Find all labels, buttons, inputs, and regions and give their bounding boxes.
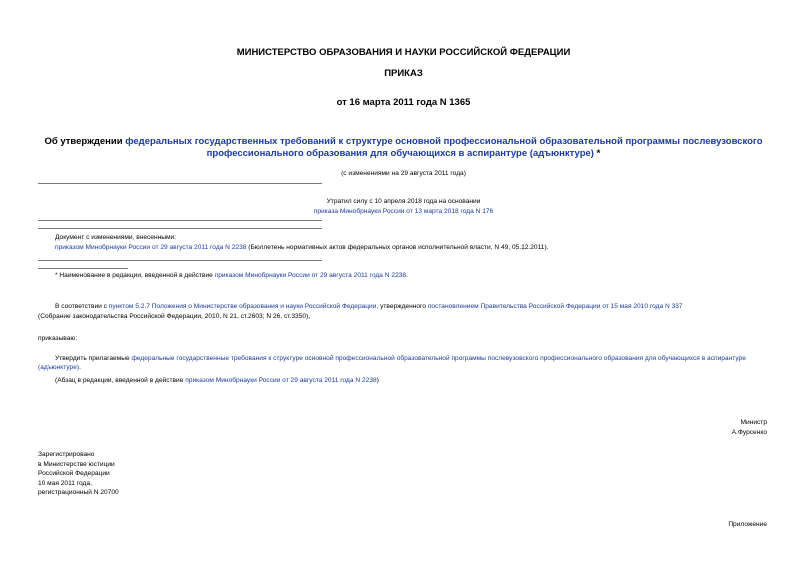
paragraph-2-note	[55, 376, 379, 385]
signature-name: А.Фурсенко	[731, 429, 767, 436]
title-suffix: *	[593, 148, 601, 159]
changes-note: (с изменениями на 29 августа 2011 года)	[341, 170, 466, 177]
appendix-label: Приложение	[728, 521, 767, 528]
order-word: приказываю:	[38, 335, 78, 342]
para2-note-prefix: (Абзац в редакции, введенной в действие	[55, 377, 186, 384]
paragraph-1-line-2: (Собрание законодательства Российской Федерации, 2010, N 21, ст.2603; N 26, ст.3350),	[38, 313, 311, 320]
registration-line-2: в Министерстве юстиции	[38, 461, 115, 468]
amended-doc-label: Документ с изменениями, внесенными:	[55, 234, 177, 241]
title-prefix: Об утверждении	[44, 136, 126, 147]
lost-force-link[interactable]: приказа Минобрнауки России от 13 марта 2018 года N 176	[313, 208, 494, 215]
para2-link[interactable]: федеральные государственные требования к структуре основной профессиональной образовательной программы послевузовского профессионального образования для обучающихся в аспирантуре (адъюнктуре)	[38, 355, 746, 371]
para1-text-2: , утвержденного	[376, 303, 428, 310]
registration-line-3: Российской Федерации	[38, 470, 110, 477]
amended-doc-line	[55, 243, 775, 252]
amended-doc-rest: (Бюллетень нормативных актов федеральных органов исполнительной власти, N 49, 05.12.2011).	[246, 244, 549, 251]
paragraph-1	[55, 302, 767, 311]
footnote	[55, 271, 408, 280]
para1-link-1[interactable]: пунктом 5.2.7 Положения о Министерстве образования и науки Российской Федерации	[108, 303, 377, 310]
date-number-heading: от 16 марта 2011 года N 1365	[336, 97, 471, 108]
separator-line	[38, 220, 322, 221]
footnote-prefix: * Наименование в редакции, введенной в действие	[55, 272, 215, 279]
footnote-link[interactable]: приказом Минобрнауки России от 29 августа 2011 года N 2238	[214, 272, 407, 279]
document-title	[40, 136, 767, 160]
lost-force-line: Утратил силу с 10 апреля 2018 года на основании	[326, 198, 481, 205]
separator-line	[38, 260, 322, 261]
signature-position: Министр	[740, 419, 767, 426]
footnote-separator	[38, 268, 128, 269]
para2-text: Утвердить прилагаемые	[55, 355, 132, 362]
paragraph-2	[38, 354, 768, 372]
para1-link-2[interactable]: постановлением Правительства Российской Федерации от 15 мая 2010 года N 337	[427, 303, 683, 310]
separator-line	[38, 228, 322, 229]
amended-doc-link[interactable]: приказом Минобрнауки России от 29 августа 2011 года N 2238	[55, 244, 247, 251]
title-link[interactable]: федеральных государственных требований к структуре основной профессиональной образовательной программы послевузовского профессионального образования для обучающихся в аспирантуре (адъюнктуре)	[125, 136, 763, 159]
registration-line-1: Зарегистрировано	[38, 451, 95, 458]
ministry-heading: МИНИСТЕРСТВО ОБРАЗОВАНИЯ И НАУКИ РОССИЙСКОЙ ФЕДЕРАЦИИ	[236, 47, 571, 58]
registration-line-4: 10 мая 2011 года,	[38, 480, 92, 487]
para2-suffix: .	[79, 364, 81, 371]
separator-line	[38, 183, 322, 184]
para2-note-suffix: )	[376, 377, 379, 384]
para2-note-link[interactable]: приказом Минобрнауки России от 29 августа 2011 года N 2238	[185, 377, 377, 384]
doc-type-heading: ПРИКАЗ	[384, 68, 423, 79]
footnote-suffix: .	[406, 272, 408, 279]
registration-line-5: регистрационный N 20700	[38, 489, 119, 496]
para1-text: В соответствии с	[55, 303, 109, 310]
